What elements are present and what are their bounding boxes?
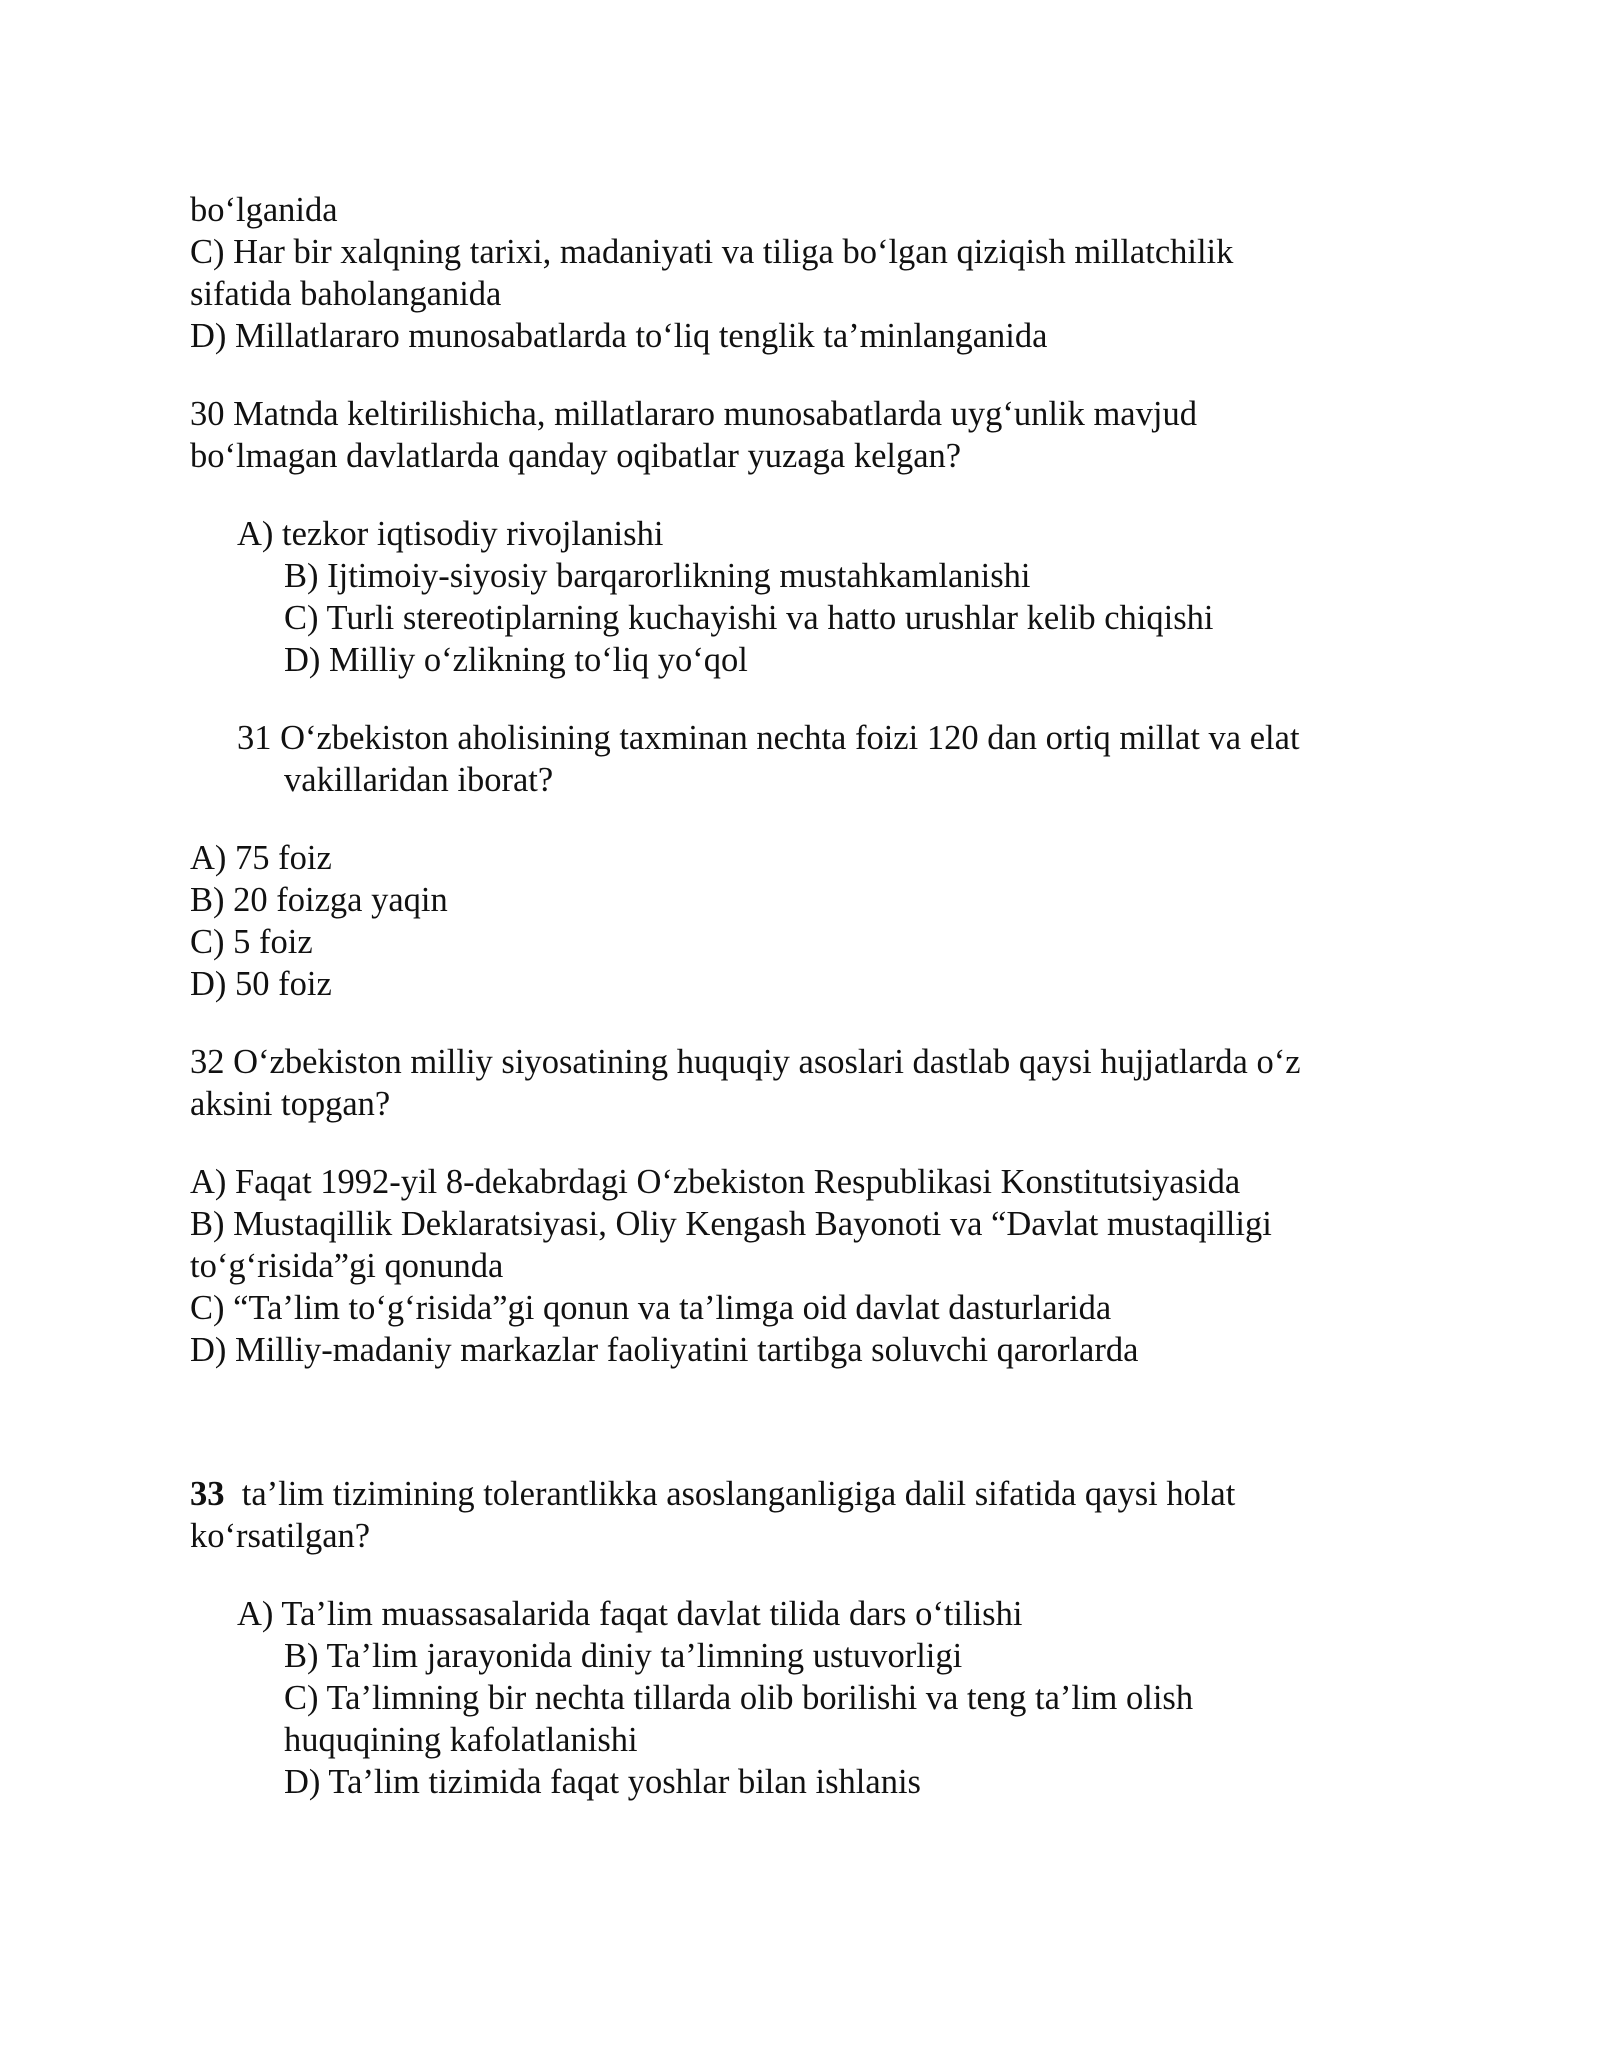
question-30-text: 30 Matnda keltirilishicha, millatlararo munosabatlarda uyg‘unlik mavjud (190, 395, 1197, 433)
question-31-text-cont: vakillaridan iborat? (284, 761, 554, 799)
intro-text: bo‘lganida (190, 191, 338, 229)
intro-option-c-cont: sifatida baholanganida (190, 275, 502, 313)
q32-option-b: B) Mustaqillik Deklaratsiyasi, Oliy Kengash Bayonoti va “Davlat mustaqilligi (190, 1205, 1272, 1243)
q30-option-b: B) Ijtimoiy-siyosiy barqarorlikning mustahkamlanishi (284, 557, 1031, 595)
question-33-text-body: ta’lim tizimining tolerantlikka asoslanganligiga dalil sifatida qaysi holat (224, 1475, 1236, 1513)
intro-option-d: D) Millatlararo munosabatlarda to‘liq tenglik ta’minlanganida (190, 317, 1048, 355)
q31-option-b: B) 20 foizga yaqin (190, 881, 448, 919)
question-30-text-cont: bo‘lmagan davlatlarda qanday oqibatlar yuzaga kelgan? (190, 437, 962, 475)
q32-option-d: D) Milliy-madaniy markazlar faoliyatini tartibga soluvchi qarorlarda (190, 1331, 1139, 1369)
intro-option-c: C) Har bir xalqning tarixi, madaniyati va tiliga bo‘lgan qiziqish millatchilik (190, 233, 1234, 271)
q33-option-d: D) Ta’lim tizimida faqat yoshlar bilan ishlanis (284, 1763, 921, 1801)
question-33-number: 33 (190, 1475, 225, 1513)
q30-option-a: A) tezkor iqtisodiy rivojlanishi (237, 515, 664, 553)
question-33-text (190, 1473, 1235, 1515)
q32-option-c: C) “Ta’lim to‘g‘risida”gi qonun va ta’limga oid davlat dasturlarida (190, 1289, 1112, 1327)
q33-option-a: A) Ta’lim muassasalarida faqat davlat tilida dars o‘tilishi (237, 1595, 1023, 1633)
q31-option-c: C) 5 foiz (190, 923, 313, 961)
q32-option-a: A) Faqat 1992-yil 8-dekabrdagi O‘zbekiston Respublikasi Konstitutsiyasida (190, 1163, 1241, 1201)
question-32-text: 32 O‘zbekiston milliy siyosatining huquqiy asoslari dastlab qaysi hujjatlarda o‘z (190, 1043, 1301, 1081)
q33-option-b: B) Ta’lim jarayonida diniy ta’limning ustuvorligi (284, 1637, 963, 1675)
q33-option-c-cont: huquqining kafolatlanishi (284, 1721, 638, 1759)
question-32-text-cont: aksini topgan? (190, 1085, 391, 1123)
q31-option-d: D) 50 foiz (190, 965, 332, 1003)
question-33-text-cont: ko‘rsatilgan? (190, 1517, 371, 1555)
question-31-text: 31 O‘zbekiston aholisining taxminan nechta foizi 120 dan ortiq millat va elat (237, 719, 1300, 757)
q33-option-c: C) Ta’limning bir nechta tillarda olib borilishi va teng ta’lim olish (284, 1679, 1194, 1717)
q32-option-b-cont: to‘g‘risida”gi qonunda (190, 1247, 504, 1285)
q31-option-a: A) 75 foiz (190, 839, 332, 877)
q30-option-c: C) Turli stereotiplarning kuchayishi va hatto urushlar kelib chiqishi (284, 599, 1214, 637)
q30-option-d: D) Milliy o‘zlikning to‘liq yo‘qol (284, 641, 748, 679)
